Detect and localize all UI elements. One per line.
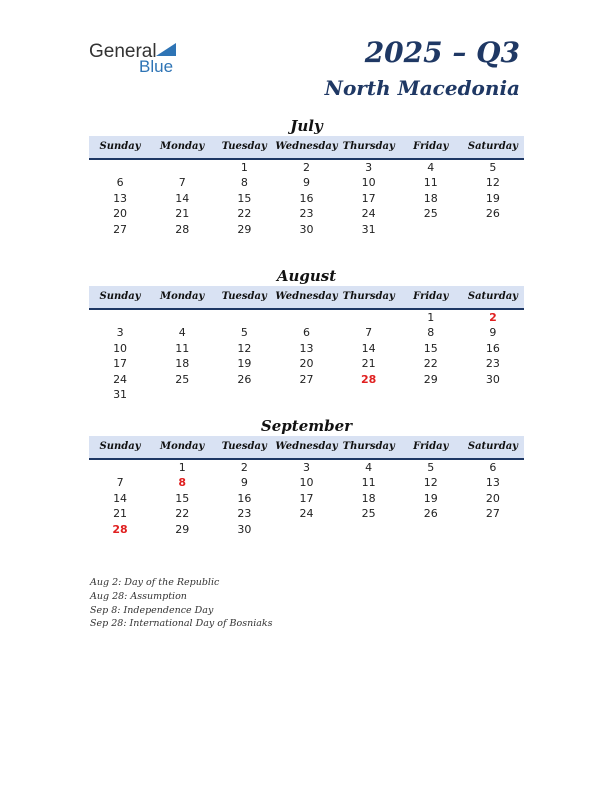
- weekday-label: Tuesday: [221, 141, 267, 152]
- day-cell: 25: [423, 207, 438, 221]
- week-row: [89, 310, 524, 325]
- day-cell: 29: [175, 522, 190, 536]
- day-cell: 3: [116, 326, 124, 340]
- day-cell: 7: [365, 326, 373, 340]
- weekday-label: Saturday: [467, 141, 518, 152]
- weekday-label: Tuesday: [221, 441, 267, 452]
- day-cell: 21: [361, 357, 376, 371]
- weekday-label: Wednesday: [275, 441, 338, 452]
- week-row: [89, 491, 524, 506]
- day-cell: 28: [175, 222, 190, 236]
- day-cell: 15: [423, 341, 438, 355]
- holiday-note: Sep 8: Independence Day: [90, 604, 214, 616]
- empty-day-cell: [462, 387, 524, 402]
- day-cell: 9: [489, 326, 497, 340]
- day-cell: 17: [113, 357, 128, 371]
- weekday-label: Wednesday: [275, 291, 338, 302]
- day-cell: 17: [299, 491, 314, 505]
- month-name: September: [260, 417, 353, 435]
- day-cell: 20: [485, 491, 500, 505]
- day-cell: 30: [299, 222, 314, 236]
- holiday-note: Sep 28: International Day of Bosniaks: [90, 618, 273, 630]
- day-cell: 20: [299, 357, 314, 371]
- day-cell: 27: [113, 222, 128, 236]
- logo-blue-text: Blue: [139, 57, 174, 76]
- day-cell: 17: [361, 191, 376, 205]
- day-cell: 8: [240, 176, 248, 190]
- day-cell: 15: [175, 491, 190, 505]
- day-cell: 25: [175, 372, 190, 386]
- day-cell: 3: [365, 161, 373, 174]
- holiday-notes: [90, 576, 273, 631]
- empty-day-cell: [400, 522, 462, 537]
- day-cell: 5: [489, 161, 497, 174]
- day-cell: 24: [361, 207, 376, 221]
- day-cell: 2: [302, 161, 310, 174]
- weekday-label: Thursday: [342, 141, 395, 152]
- day-cell: 21: [113, 507, 128, 521]
- day-cell: 18: [175, 357, 190, 371]
- day-cell: 26: [237, 372, 252, 386]
- day-cell: 16: [299, 191, 314, 205]
- week-row: [89, 341, 524, 356]
- day-cell: 5: [427, 461, 435, 474]
- week-row: [89, 372, 524, 387]
- weekday-label: Saturday: [467, 441, 518, 452]
- weekday-label: Wednesday: [275, 141, 338, 152]
- day-cell: 19: [237, 357, 252, 371]
- week-row: [89, 175, 524, 190]
- empty-day-cell: [400, 222, 462, 237]
- day-cell: 14: [113, 491, 128, 505]
- weekday-label: Monday: [160, 141, 205, 152]
- empty-day-cell: [275, 522, 337, 537]
- day-cell: 4: [178, 326, 186, 340]
- month-name: July: [290, 117, 323, 135]
- page-title: 2025 – Q3: [364, 36, 520, 69]
- day-cell: 11: [423, 176, 438, 190]
- empty-day-cell: [462, 222, 524, 237]
- week-row: [89, 356, 524, 371]
- month-july: [89, 116, 524, 237]
- day-cell: 26: [485, 207, 500, 221]
- day-cell: 24: [113, 372, 128, 386]
- week-row: [89, 325, 524, 340]
- day-cell: 11: [175, 341, 190, 355]
- day-cell: 23: [237, 507, 252, 521]
- weekday-label: Friday: [413, 141, 449, 152]
- day-cell: 6: [489, 461, 497, 474]
- day-cell: 11: [361, 476, 376, 490]
- weekday-label: Sunday: [99, 141, 141, 152]
- day-cell: 16: [237, 491, 252, 505]
- day-cell: 29: [237, 222, 252, 236]
- day-cell: 10: [113, 341, 128, 355]
- day-cell: 7: [178, 176, 186, 190]
- day-cell: 12: [237, 341, 252, 355]
- month-september: [89, 416, 524, 537]
- empty-day-cell: [89, 460, 151, 475]
- logo: [89, 40, 189, 80]
- day-cell: 7: [116, 476, 124, 490]
- day-cell: 25: [361, 507, 376, 521]
- day-cell: 26: [423, 507, 438, 521]
- empty-day-cell: [151, 160, 213, 175]
- week-row: [89, 191, 524, 206]
- empty-day-cell: [338, 387, 400, 402]
- day-cell: 24: [299, 507, 314, 521]
- day-cell: 18: [361, 491, 376, 505]
- day-cell: 20: [113, 207, 128, 221]
- day-cell: 30: [237, 522, 252, 536]
- empty-day-cell: [89, 310, 151, 325]
- day-cell: 12: [423, 476, 438, 490]
- day-cell: 13: [299, 341, 314, 355]
- day-cell: 5: [240, 326, 248, 340]
- day-cell: 10: [361, 176, 376, 190]
- week-row: [89, 506, 524, 521]
- holiday-note: Aug 28: Assumption: [90, 590, 187, 602]
- week-row: [89, 460, 524, 475]
- day-cell: 2: [240, 461, 248, 474]
- day-cell: 29: [423, 372, 438, 386]
- week-row: [89, 387, 524, 402]
- day-cell: 14: [175, 191, 190, 205]
- day-cell: 31: [113, 387, 128, 401]
- weekday-label: Thursday: [342, 291, 395, 302]
- day-cell: 6: [116, 176, 124, 190]
- day-cell: 18: [423, 191, 438, 205]
- day-cell: 19: [485, 191, 500, 205]
- weekday-label: Monday: [160, 441, 205, 452]
- day-cell: 19: [423, 491, 438, 505]
- holiday-note: Aug 2: Day of the Republic: [90, 577, 220, 588]
- day-cell: 4: [427, 161, 435, 174]
- day-cell: 9: [302, 176, 310, 190]
- weekday-label: Thursday: [342, 441, 395, 452]
- day-cell: 28: [112, 522, 128, 536]
- empty-day-cell: [151, 310, 213, 325]
- day-cell: 13: [485, 476, 500, 490]
- weekday-label: Tuesday: [221, 291, 267, 302]
- month-name: August: [276, 267, 337, 285]
- weekday-label: Sunday: [99, 291, 141, 302]
- week-row: [89, 522, 524, 537]
- day-cell: 14: [361, 341, 376, 355]
- day-cell: 28: [360, 372, 377, 386]
- day-cell: 23: [485, 357, 500, 371]
- day-cell: 9: [240, 476, 248, 490]
- weekday-label: Friday: [413, 291, 449, 302]
- empty-day-cell: [213, 310, 275, 325]
- week-row: [89, 222, 524, 237]
- empty-day-cell: [151, 387, 213, 402]
- day-cell: 8: [178, 476, 187, 490]
- day-cell: 22: [423, 357, 438, 371]
- day-cell: 27: [299, 372, 314, 386]
- day-cell: 1: [178, 461, 186, 474]
- weekday-label: Monday: [160, 291, 205, 302]
- day-cell: 23: [299, 207, 314, 221]
- day-cell: 21: [175, 207, 190, 221]
- weekday-header: [89, 436, 524, 460]
- country-title: North Macedonia: [324, 76, 520, 100]
- empty-day-cell: [275, 310, 337, 325]
- day-cell: 13: [113, 191, 128, 205]
- day-cell: 30: [485, 372, 500, 386]
- day-cell: 2: [489, 311, 497, 324]
- day-cell: 3: [302, 461, 310, 474]
- week-row: [89, 160, 524, 175]
- day-cell: 22: [237, 207, 252, 221]
- empty-day-cell: [338, 522, 400, 537]
- logo-triangle-icon: [156, 43, 176, 56]
- empty-day-cell: [213, 387, 275, 402]
- day-cell: 31: [361, 222, 376, 236]
- weekday-label: Sunday: [99, 441, 141, 452]
- day-cell: 22: [175, 507, 190, 521]
- day-cell: 8: [427, 326, 435, 340]
- empty-day-cell: [462, 522, 524, 537]
- day-cell: 6: [302, 326, 310, 340]
- day-cell: 16: [485, 341, 500, 355]
- empty-day-cell: [338, 310, 400, 325]
- weekday-header: [89, 136, 524, 160]
- day-cell: 12: [485, 176, 500, 190]
- empty-day-cell: [400, 387, 462, 402]
- day-cell: 4: [365, 461, 373, 474]
- empty-day-cell: [275, 387, 337, 402]
- empty-day-cell: [89, 160, 151, 175]
- weekday-label: Friday: [413, 441, 449, 452]
- weekday-label: Saturday: [467, 291, 518, 302]
- day-cell: 1: [427, 311, 435, 324]
- week-row: [89, 475, 524, 490]
- week-row: [89, 206, 524, 221]
- month-august: [89, 266, 524, 402]
- day-cell: 27: [485, 507, 500, 521]
- weekday-header: [89, 286, 524, 310]
- day-cell: 10: [299, 476, 314, 490]
- day-cell: 15: [237, 191, 252, 205]
- logo-general-text: General: [89, 41, 157, 62]
- day-cell: 1: [240, 161, 248, 174]
